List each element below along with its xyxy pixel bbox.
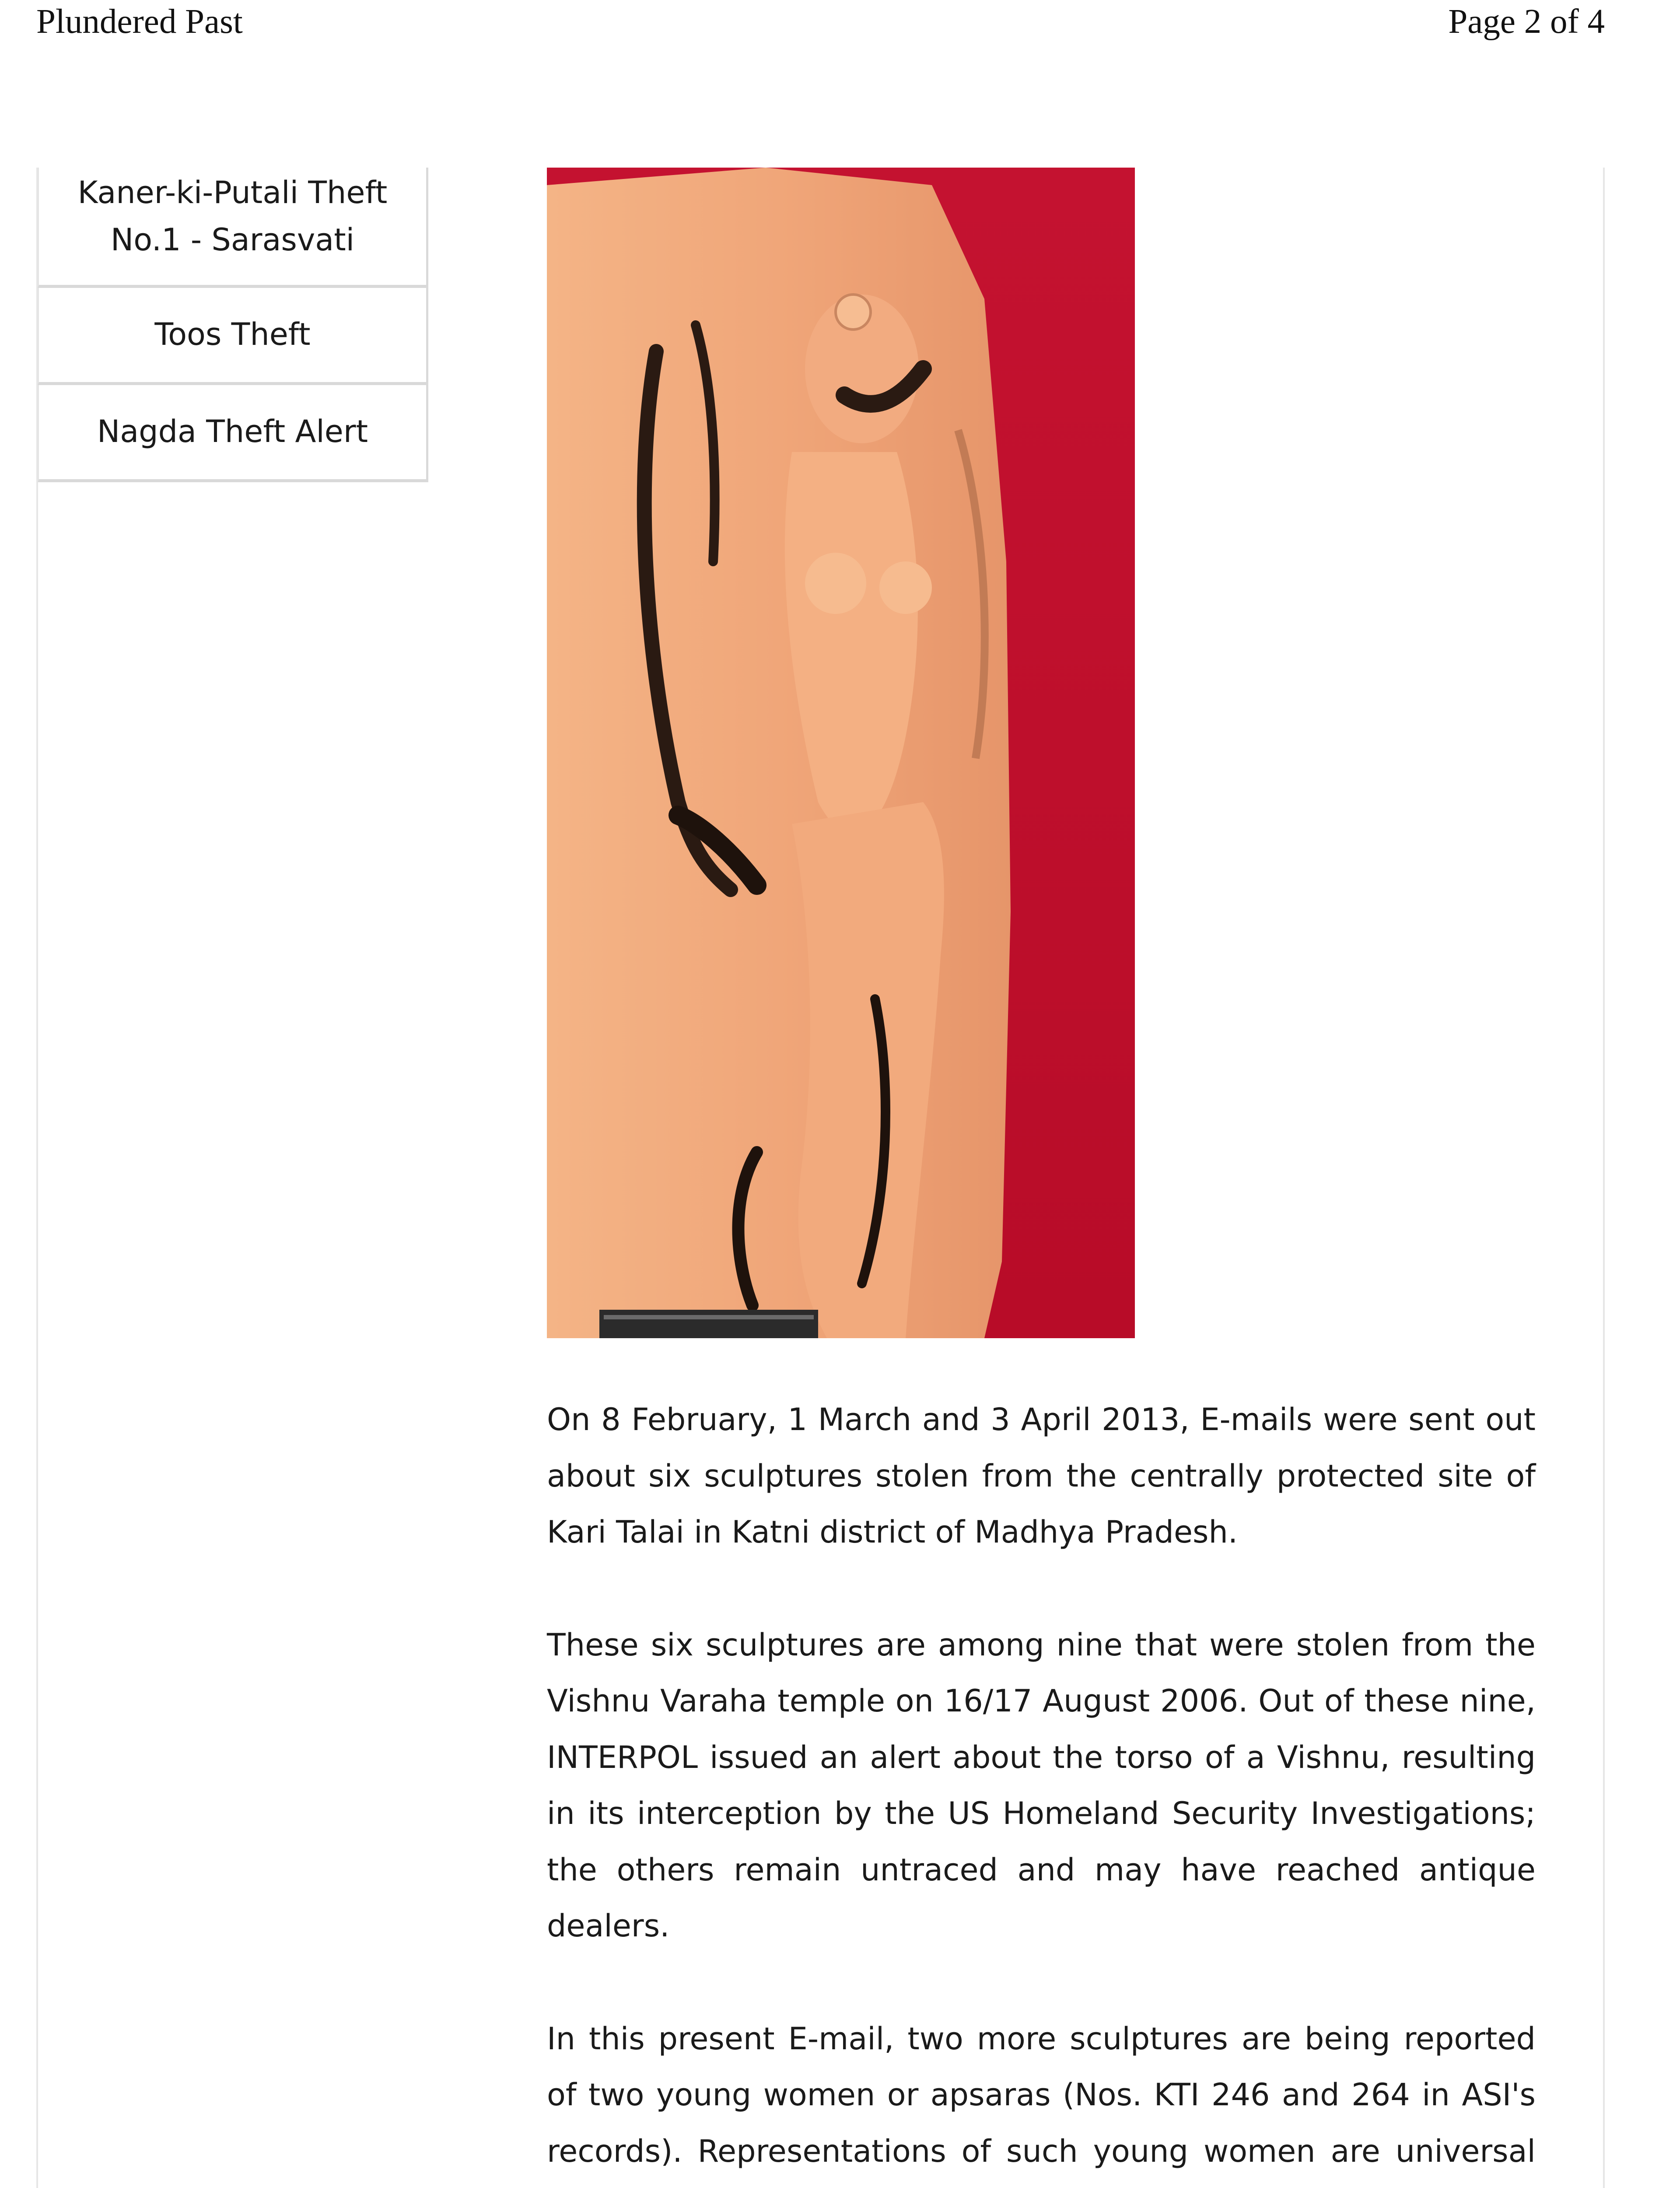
sidebar-item-label: Nagda Theft Alert: [97, 414, 368, 449]
article-body: [547, 1392, 1536, 2188]
article-paragraph: On 8 February, 1 March and 3 April 2013, E-mails were sent out about six sculptures stolen from the centrally protected site of Kari Talai in Katni district of Madhya Pradesh.: [547, 1402, 1536, 1550]
sidebar-nav: [38, 168, 428, 482]
article-paragraph: These six sculptures are among nine that were stolen from the Vishnu Varaha temple on 16/17 August 2006. Out of these nine, INTERPOL issued an alert about the torso of a Vishnu, resulting in its interception by the US Homeland Security Investigations; the others remain untraced and may have reached antique dealers.: [547, 1627, 1536, 1944]
article-paragraph: In this present E-mail, two more sculptures are being reported of two young women or apsaras (Nos. KTI 246 and 264 in ASI's records). Representations of such young women are universal: [547, 2020, 1536, 2169]
sidebar-item-label: Kaner-ki-Putali Theft: [77, 175, 388, 210]
sidebar-item-label: No.1 - Sarasvati: [110, 222, 355, 258]
sidebar-item-nagda-theft-alert[interactable]: [38, 385, 428, 482]
sculpture-photo: [547, 168, 1135, 1338]
apsara-sculpture-image: [547, 168, 1135, 1338]
sidebar-item-label: Toos Theft: [154, 316, 311, 352]
sidebar-item-toos-theft[interactable]: [38, 288, 428, 385]
sidebar-item-kaner-ki-putali-theft[interactable]: [38, 168, 428, 288]
print-header-site-title: Plundered Past: [36, 3, 243, 41]
print-header-page-indicator: Page 2 of 4: [1448, 3, 1605, 41]
